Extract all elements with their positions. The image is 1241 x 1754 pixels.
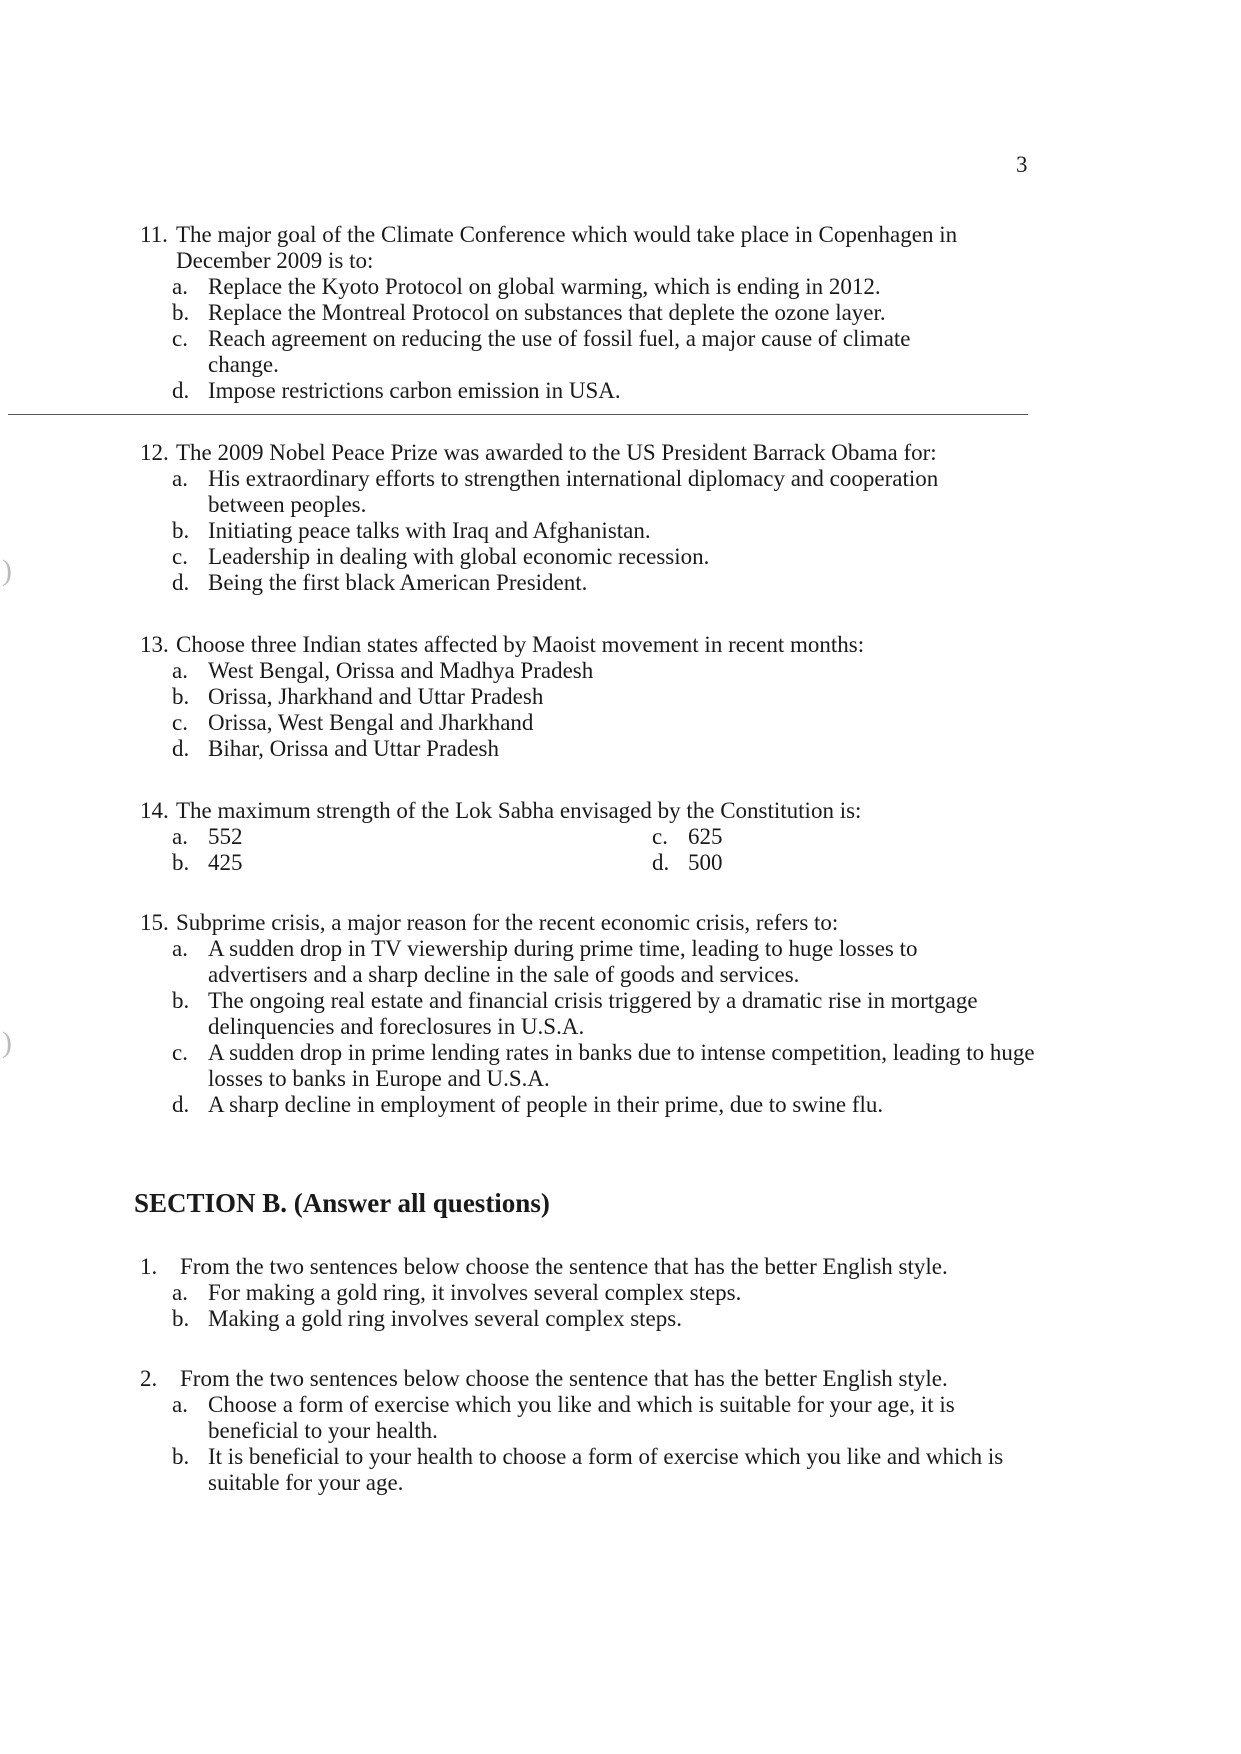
option-label: b. (172, 988, 190, 1013)
option-text: Orissa, West Bengal and Jharkhand (208, 710, 534, 735)
option-d (172, 570, 1040, 596)
question-number: 12. (140, 440, 169, 465)
option-label: a. (172, 1280, 188, 1305)
option-text: Bihar, Orissa and Uttar Pradesh (208, 736, 499, 761)
option-text: For making a gold ring, it involves several complex steps. (208, 1280, 742, 1305)
option-b (172, 300, 1040, 326)
question-13 (140, 632, 1040, 762)
question-stem-row (140, 222, 1040, 274)
question-15 (140, 910, 1040, 1118)
option-label: a. (172, 466, 188, 491)
option-text: West Bengal, Orissa and Madhya Pradesh (208, 658, 594, 683)
section-b-question-2 (140, 1366, 1040, 1496)
option-a (172, 1280, 1040, 1306)
option-a (172, 824, 652, 850)
option-text: 500 (688, 850, 723, 875)
option-label: a. (172, 658, 188, 683)
binder-hole-mark: ) (2, 554, 12, 587)
question-number: 2. (140, 1366, 158, 1391)
option-text: It is beneficial to your health to choose a form of exercise which you like and which is suitable for your age. (208, 1444, 1004, 1495)
option-label: d. (172, 736, 190, 761)
option-text: 625 (688, 824, 723, 849)
question-stem-row (140, 1254, 1040, 1280)
question-number: 1. (140, 1254, 158, 1279)
question-stem: Subprime crisis, a major reason for the recent economic crisis, refers to: (176, 910, 839, 935)
option-text: The ongoing real estate and financial crisis triggered by a dramatic rise in mortgage delinquencies and foreclosures in U.S.A. (208, 988, 978, 1039)
option-d (172, 378, 1040, 404)
option-label: d. (172, 378, 190, 403)
option-d (172, 1092, 1040, 1118)
option-text: Making a gold ring involves several complex steps. (208, 1306, 682, 1331)
option-a (172, 274, 1040, 300)
option-text: His extraordinary efforts to strengthen international diplomacy and cooperation between peoples. (208, 466, 939, 517)
option-d (172, 736, 1040, 762)
question-stem-row (140, 440, 1040, 466)
option-text: Impose restrictions carbon emission in USA. (208, 378, 621, 403)
option-text: Being the first black American President. (208, 570, 588, 595)
option-label: b. (172, 1306, 190, 1331)
question-stem: The major goal of the Climate Conference which would take place in Copenhagen in December 2009 is to: (176, 222, 958, 273)
option-label: c. (652, 824, 668, 849)
option-label: c. (172, 326, 188, 351)
option-text: Replace the Kyoto Protocol on global warming, which is ending in 2012. (208, 274, 881, 299)
option-text: Orissa, Jharkhand and Uttar Pradesh (208, 684, 544, 709)
option-label: b. (172, 518, 190, 543)
question-12 (140, 440, 1040, 596)
option-text: A sudden drop in TV viewership during prime time, leading to huge losses to advertisers and a sharp decline in the sale of goods and services. (208, 936, 918, 987)
option-text: A sudden drop in prime lending rates in banks due to intense competition, leading to huge losses to banks in Europe and U.S.A. (208, 1040, 1035, 1091)
option-text: Reach agreement on reducing the use of fossil fuel, a major cause of climate change. (208, 326, 911, 377)
option-b (172, 850, 652, 876)
option-label: a. (172, 936, 188, 961)
section-b-heading: SECTION B. (Answer all questions) (134, 1188, 550, 1218)
question-stem: The 2009 Nobel Peace Prize was awarded to the US President Barrack Obama for: (176, 440, 937, 465)
option-text: 552 (208, 824, 243, 849)
option-label: d. (652, 850, 670, 875)
option-label: a. (172, 274, 188, 299)
question-stem: The maximum strength of the Lok Sabha envisaged by the Constitution is: (176, 798, 862, 823)
divider-line (8, 414, 1028, 415)
option-label: d. (172, 1092, 190, 1117)
option-c (172, 1040, 1040, 1092)
question-stem-row (140, 910, 1040, 936)
option-text: Choose a form of exercise which you like and which is suitable for your age, it is beneficial to your health. (208, 1392, 955, 1443)
option-text: Leadership in dealing with global economic recession. (208, 544, 710, 569)
question-stem-row (140, 1366, 1040, 1392)
option-label: b. (172, 1444, 190, 1469)
option-c (172, 544, 1040, 570)
option-d (652, 850, 852, 876)
option-label: a. (172, 1392, 188, 1417)
option-label: b. (172, 850, 190, 875)
binder-hole-mark: ) (2, 1026, 12, 1059)
option-label: c. (172, 710, 188, 735)
option-b (172, 518, 1040, 544)
option-label: c. (172, 544, 188, 569)
option-text: Replace the Montreal Protocol on substances that deplete the ozone layer. (208, 300, 886, 325)
option-label: d. (172, 570, 190, 595)
question-stem: From the two sentences below choose the sentence that has the better English style. (180, 1366, 948, 1391)
question-number: 11. (140, 222, 168, 247)
page-number: 3 (1016, 152, 1028, 177)
option-b (172, 1444, 1040, 1496)
question-stem: From the two sentences below choose the sentence that has the better English style. (180, 1254, 948, 1279)
question-stem-row (140, 798, 1040, 824)
option-text: 425 (208, 850, 243, 875)
question-stem-row (140, 632, 1040, 658)
option-a (172, 936, 1040, 988)
option-a (172, 658, 1040, 684)
option-text: A sharp decline in employment of people in their prime, due to swine flu. (208, 1092, 884, 1117)
option-c (172, 326, 1040, 378)
option-b (172, 988, 1040, 1040)
option-grid (172, 824, 1040, 876)
option-label: c. (172, 1040, 188, 1065)
option-a (172, 466, 1040, 518)
option-c (652, 824, 852, 850)
section-b-question-1 (140, 1254, 1040, 1332)
question-number: 14. (140, 798, 169, 823)
option-label: b. (172, 684, 190, 709)
question-14 (140, 798, 1040, 876)
option-label: a. (172, 824, 188, 849)
question-11 (140, 222, 1040, 404)
option-a (172, 1392, 1040, 1444)
option-text: Initiating peace talks with Iraq and Afghanistan. (208, 518, 651, 543)
question-number: 13. (140, 632, 169, 657)
option-b (172, 1306, 1040, 1332)
option-b (172, 684, 1040, 710)
question-number: 15. (140, 910, 169, 935)
question-stem: Choose three Indian states affected by Maoist movement in recent months: (176, 632, 865, 657)
option-c (172, 710, 1040, 736)
option-label: b. (172, 300, 190, 325)
